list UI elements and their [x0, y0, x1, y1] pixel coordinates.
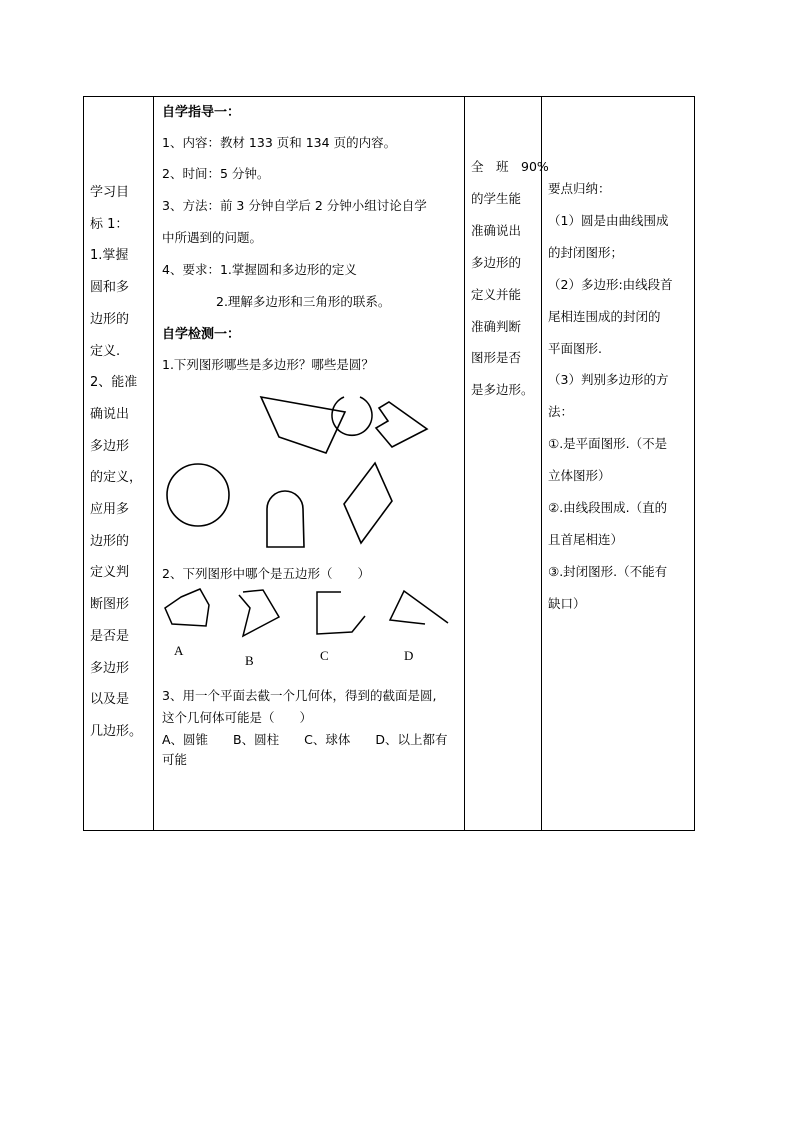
summary-line: （3）判别多边形的方	[548, 372, 669, 388]
evaluation-line: 多边形的	[471, 254, 522, 270]
guide-item-3-cont: 中所遇到的问题。	[162, 230, 263, 245]
learning-goal-line: 边形的	[90, 533, 130, 549]
learning-goal-line: 断图形	[90, 597, 130, 613]
guide-item-4: 4、要求：1.掌握圆和多边形的定义	[162, 262, 357, 277]
circle-figure	[167, 464, 229, 526]
summary-line: 平面图形.	[548, 340, 602, 356]
learning-goal-cell	[84, 97, 154, 831]
evaluation-line: 图形是否	[471, 350, 522, 366]
question-1: 1.下列图形哪些是多边形？哪些是圆？	[162, 357, 374, 372]
question-3-options: A、圆锥 B、圆柱 C、球体 D、以上都有	[162, 732, 448, 747]
self-study-cell	[154, 97, 465, 831]
learning-goal-line: 圆和多	[90, 280, 130, 296]
learning-goal-line: 多边形	[90, 660, 130, 676]
option-d-label: D	[404, 648, 414, 663]
summary-line: 立体图形）	[548, 468, 611, 484]
summary-cell	[542, 97, 695, 831]
option-a-pentagon	[165, 589, 209, 626]
option-c-label: C	[320, 648, 329, 663]
evaluation-line: 是多边形。	[471, 382, 534, 398]
guide-title: 自学指导一：	[162, 105, 241, 120]
learning-goal-line: 标 1：	[90, 216, 129, 232]
arrow-polygon-figure	[376, 402, 427, 447]
summary-line: 法：	[548, 404, 574, 420]
learning-goal-line: 定义.	[90, 343, 121, 359]
learning-goal-line: 1.掌握	[90, 248, 129, 264]
question-2: 2、下列图形中哪个是五边形（ ）	[162, 566, 370, 581]
summary-line: 缺口）	[548, 595, 586, 611]
option-b-label: B	[245, 653, 254, 668]
quadrilateral-figure	[261, 397, 345, 453]
learning-goal-text	[90, 177, 148, 748]
summary-line: ②.由线段围成.（直的	[548, 500, 668, 516]
evaluation-cell	[465, 97, 549, 831]
option-c-figure	[317, 592, 365, 634]
question-3: 3、用一个平面去截一个几何体，得到的截面是圆,	[162, 688, 437, 703]
guide-item-3: 3、方法：前 3 分钟自学后 2 分钟小组讨论自学	[162, 198, 427, 213]
lesson-plan-table	[83, 96, 695, 831]
summary-line: （2）多边形:由线段首	[548, 276, 673, 292]
evaluation-line: 的学生能	[471, 190, 522, 206]
learning-goal-line: 以及是	[90, 692, 130, 708]
learning-goal-line: 确说出	[90, 406, 130, 422]
learning-goal-line: 是否是	[90, 628, 130, 644]
evaluation-line: 准确说出	[471, 222, 522, 238]
evaluation-line: 全 班 90%	[471, 159, 549, 174]
question-3-options-cont: 可能	[162, 752, 188, 767]
learning-goal-line: 几边形。	[90, 723, 143, 739]
option-b-figure	[239, 590, 279, 636]
summary-line: 尾相连围成的封闭的	[548, 308, 661, 324]
rhombus-figure	[344, 463, 392, 543]
test-title: 自学检测一：	[162, 327, 241, 342]
learning-goal-line: 的定义，	[90, 470, 143, 486]
evaluation-text	[471, 151, 549, 406]
learning-goal-line: 学习目	[90, 185, 130, 200]
option-d-figure	[390, 591, 448, 624]
summary-line: ③.封闭图形.（不能有	[548, 563, 668, 579]
evaluation-line: 定义并能	[471, 286, 522, 302]
learning-goal-line: 边形的	[90, 311, 130, 327]
evaluation-line: 准确判断	[471, 318, 522, 334]
summary-line: 要点归纳：	[548, 181, 611, 196]
summary-line: （1）圆是由曲线围成	[548, 212, 669, 228]
arch-figure	[267, 491, 304, 547]
learning-goal-line: 多边形	[90, 438, 130, 454]
option-a-label: A	[174, 643, 184, 658]
question-3-cont: 这个几何体可能是（ ）	[162, 710, 313, 725]
open-arc-figure	[332, 397, 372, 435]
summary-line: ①.是平面图形.（不是	[548, 436, 668, 452]
learning-goal-line: 应用多	[90, 502, 130, 518]
guide-item-2: 2、时间：5 分钟。	[162, 166, 270, 181]
guide-item-1: 1、内容：教材 133 页和 134 页的内容。	[162, 135, 397, 150]
key-points-summary	[548, 173, 694, 620]
learning-goal-line: 定义判	[90, 565, 130, 581]
learning-goal-line: 2、能准	[90, 375, 138, 391]
summary-line: 的封闭图形；	[548, 244, 624, 260]
summary-line: 且首尾相连）	[548, 531, 624, 547]
guide-item-4-cont: 2.理解多边形和三角形的联系。	[216, 294, 391, 309]
